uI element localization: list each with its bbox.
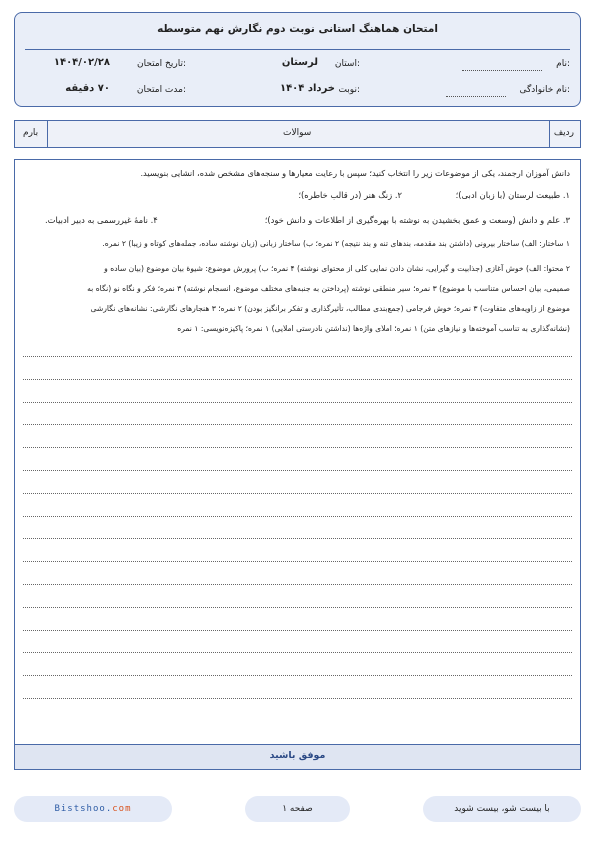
province-value: لرستان <box>281 57 318 68</box>
criteria-line: موضوع از زاویه‌های متفاوت) ۳ نمره؛ خوش فرجامی (جمع‌بندی مطالب، تأثیرگذاری و تفکر برانگیز بودن) ۲ نمره؛ ۳ هنجارهای نگارشی: نشانه‌های نگارشی <box>90 304 570 313</box>
site-name: Bistshoo. <box>54 804 113 814</box>
writing-line <box>23 698 572 699</box>
score-column-label: بارم <box>23 128 39 138</box>
exam-header <box>14 12 581 107</box>
topic-item: ۴. نامهٔ غیررسمی به دبیر ادبیات. <box>45 215 158 225</box>
writing-line <box>23 630 572 631</box>
writing-line <box>23 652 572 653</box>
writing-line <box>23 379 572 380</box>
good-luck-text: موفق باشید <box>269 750 326 761</box>
column-separator <box>47 121 48 147</box>
writing-line <box>23 675 572 676</box>
writing-line <box>23 607 572 608</box>
closing-band <box>15 744 580 769</box>
criteria-line: (نشانه‌گذاری به تناسب آموخته‌ها و نیازهای متن) ۱ نمره؛ املای واژه‌ها (نداشتن نادرستی املایی) ۱ نمره؛ پاکیزه‌نویسی: ۱ نمره <box>177 324 570 333</box>
site-tld: com <box>112 804 132 814</box>
term-label: نوبت: <box>338 85 360 95</box>
criteria-line: صمیمی، بیان احساس متناسب با موضوع) ۳ نمره؛ سیر منطقی نوشته (پرداختن به جنبه‌های مختلف موضوع، انسجام نوشته) ۳ نمره؛ فکر و نگاه نو (نگاه به <box>87 284 570 293</box>
writing-line <box>23 356 572 357</box>
question-body <box>14 159 581 770</box>
topic-item: ۱. طبیعت لرستان (با زبان ادبی)؛ <box>455 190 570 200</box>
criteria-line: ۲ محتوا: الف) خوش آغازی (جذابیت و گیرایی، نشان دادن نمایی کلی از محتوای نوشته) ۴ نمره؛ ب) پرورش موضوع: شیوهٔ بیان موضوع (بیان ساده و <box>104 264 570 273</box>
date-value: ۱۴۰۴/۰۲/۲۸ <box>53 57 110 68</box>
family-field[interactable] <box>446 96 506 97</box>
date-label: تاریخ امتحان: <box>136 59 186 69</box>
province-label: استان: <box>334 59 360 69</box>
writing-line <box>23 447 572 448</box>
family-label: نام خانوادگی: <box>519 85 570 95</box>
writing-line <box>23 516 572 517</box>
writing-line <box>23 402 572 403</box>
writing-line <box>23 470 572 471</box>
writing-line <box>23 424 572 425</box>
slogan-badge: با بیست شو، بیست شوید <box>423 796 581 822</box>
topic-item: ۳. علم و دانش (وسعت و عمق بخشیدن به نوشته با بهره‌گیری از اطلاعات و دانش خود)؛ <box>264 215 570 225</box>
criteria-line: ۱ ساختار: الف) ساختار بیرونی (داشتن بند مقدمه، بندهای تنه و بند نتیجه) ۲ نمره؛ ب) ساختار زبانی (زبان نوشته ساده، جمله‌های کوتاه و زیبا) ۲ نمره. <box>102 239 570 248</box>
term-value: خرداد ۱۴۰۴ <box>279 83 335 94</box>
writing-line <box>23 493 572 494</box>
site-badge[interactable] <box>14 796 172 822</box>
column-header <box>14 120 581 148</box>
instructions: دانش آموزان ارجمند، یکی از موضوعات زیر را انتخاب کنید؛ سپس با رعایت معیارها و سنجه‌های مشخص شده، انشایی بنویسید. <box>140 168 570 178</box>
writing-line <box>23 561 572 562</box>
questions-column-label: سوالات <box>283 128 312 138</box>
column-separator <box>549 121 550 147</box>
name-label: نام: <box>556 59 570 69</box>
writing-line <box>23 584 572 585</box>
header-divider <box>25 49 570 50</box>
duration-label: مدت امتحان: <box>136 85 186 95</box>
writing-line <box>23 538 572 539</box>
page-number: صفحه ۱ <box>245 796 350 822</box>
duration-value: ۷۰ دقیقه <box>65 83 110 94</box>
exam-title: امتحان هماهنگ استانی نوبت دوم نگارش نهم متوسطه <box>157 23 438 35</box>
row-column-label: ردیف <box>553 128 574 138</box>
name-field[interactable] <box>462 70 542 71</box>
topic-item: ۲. زنگ هنر (در قالب خاطره)؛ <box>298 190 402 200</box>
